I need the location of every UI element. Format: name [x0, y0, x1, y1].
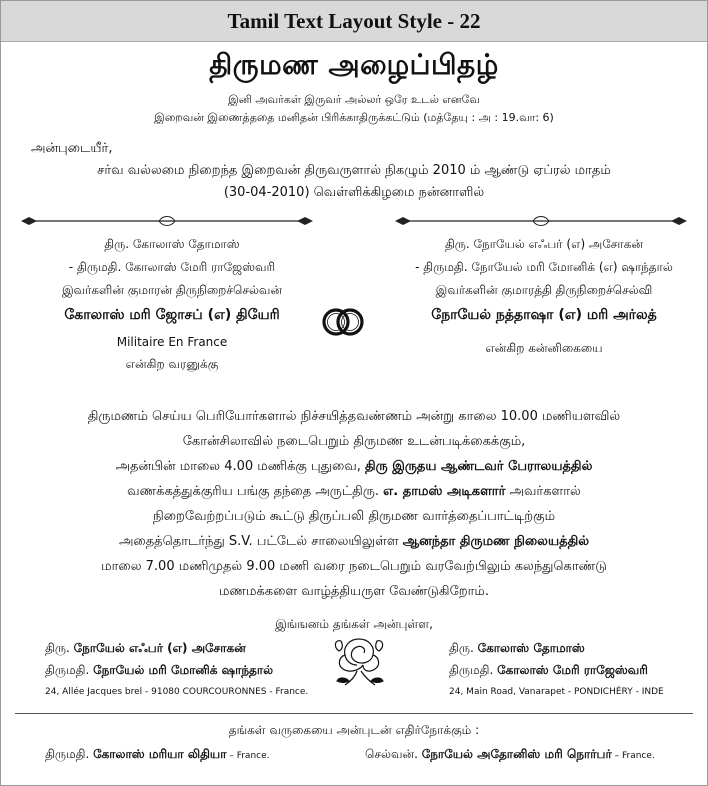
host-left-name-1: நோயேல் எஃபர் (எ) அசோகன்: [73, 641, 246, 655]
host-left-address: 24, Allée Jacques brel - 91080 COURCOURONNES - France.: [45, 687, 309, 697]
welcome-right-suffix: – France.: [611, 751, 655, 761]
bride-father: திரு. நோயேல் எஃபர் (எ) அசோகன்: [444, 237, 644, 251]
bride-suffix: என்கிற கன்னிகையை: [485, 341, 603, 355]
groom-name: கோலாஸ் மரி ஜோசப் (எ) தியேரி: [64, 307, 280, 323]
closing-line: இங்ஙனம் தங்கள் அன்புள்ள,: [275, 617, 433, 631]
host-right-prefix-1: திரு.: [449, 641, 478, 655]
groom-mother: - திருமதி. கோலாஸ் மேரி ராஜேஸ்வரி: [68, 260, 276, 274]
greeting: அன்புடையீர்,: [31, 141, 113, 156]
welcome-right: [365, 747, 655, 763]
body-line-3: [1, 459, 707, 475]
verse-line-1: இனி அவர்கள் இருவர் அல்லர் ஒரே உடல் எனவே: [228, 93, 480, 106]
bride-mother: - திருமதி. நோயேல் மரி மோனிக் (எ) ஷாந்தால்: [415, 260, 673, 274]
welcome-left-prefix: திருமதி.: [45, 747, 94, 761]
host-left-name-2: நோயேல் மரி மோனிக் ஷாந்தால்: [93, 663, 274, 677]
groom-location: Militaire En France: [116, 335, 228, 349]
body-line-7: மாலை 7.00 மணிமுதல் 9.00 மணி வரை நடைபெறும் வரவேற்பிலும் கலந்துகொண்டு: [101, 559, 607, 574]
priest-name: எ. தாமஸ் அடிகளார்: [383, 484, 506, 499]
section-divider: [15, 713, 693, 714]
host-right-address: 24, Main Road, Vanarapet - PONDICHÉRY - INDE: [449, 687, 664, 697]
host-right-line-2: [449, 663, 648, 679]
body-line-4-end: அவர்களால்: [505, 484, 581, 499]
body-line-6: [1, 534, 707, 550]
welcome-line: தங்கள் வருகையை அன்புடன் எதிர்நோக்கும் :: [228, 723, 480, 737]
hall-name: ஆனந்தா திருமண நிலையத்தில்: [402, 534, 590, 549]
wedding-rings-icon: [319, 304, 367, 340]
welcome-right-prefix: செல்வன்.: [365, 747, 422, 761]
welcome-left: [45, 747, 270, 763]
body-line-4-text: வணக்கத்துக்குரிய பங்கு தந்தை அருட்திரு.: [127, 484, 384, 499]
host-left-line-2: [45, 663, 273, 679]
host-right-name-2: கோலாஸ் மேரி ராஜேஸ்வரி: [497, 663, 648, 677]
header-title: Tamil Text Layout Style - 22: [227, 9, 481, 33]
body-line-1: திருமணம் செய்ய பெரியோர்களால் நிச்சயித்தவண்ணம் அன்று காலை 10.00 மணியளவில்: [87, 409, 621, 424]
bride-name: நோயேல் நத்தாஷா (எ) மரி அர்லத்: [431, 307, 657, 323]
intro-line-1: சர்வ வல்லமை நிறைந்த இறைவன் திருவருளால் நிகழும் 2010 ம் ஆண்டு ஏப்ரல் மாதம்: [97, 163, 611, 178]
body-line-8: மணமக்களை வாழ்த்தியருள வேண்டுகிறோம்.: [218, 584, 490, 599]
groom-relation: இவர்களின் குமாரன் திருநிறைச்செல்வன்: [61, 283, 283, 297]
rose-icon: [329, 631, 389, 689]
verse-line-2: இறைவன் இணைத்ததை மனிதன் பிரிக்காதிருக்கட்டும் (மத்தேயு : அ : 19.வா: 6): [154, 111, 554, 124]
host-left-prefix-2: திருமதி.: [45, 663, 94, 677]
welcome-left-name: கோலாஸ் மரியா லிதியா: [93, 747, 227, 761]
body-line-6-text: அதைத்தொடர்ந்து S.V. பட்டேல் சாலையிலுள்ள: [118, 534, 403, 549]
host-left-line-1: [45, 641, 246, 657]
host-left-prefix-1: திரு.: [45, 641, 74, 655]
body-line-5: நிறைவேற்றப்படும் கூட்டு திருப்பலி திருமண வார்த்தைப்பாட்டிற்கும்: [152, 509, 556, 524]
welcome-right-name: நோயேல் அதோனிஸ் மரி நொர்பர்: [421, 747, 612, 761]
invitation-title: திருமண அழைப்பிதழ்: [209, 48, 499, 81]
intro-line-2: (30-04-2010) வெள்ளிக்கிழமை நன்னாளில்: [223, 185, 485, 200]
page-header: [1, 1, 707, 42]
host-right-line-1: [449, 641, 585, 657]
body-line-3-text: அதன்பின் மாலை 4.00 மணிக்கு புதுவை,: [115, 459, 365, 474]
body-line-2: கோன்சிலாவில் நடைபெறும் திருமண உடன்படிக்கைக்கும்,: [182, 434, 526, 449]
host-right-prefix-2: திருமதி.: [449, 663, 498, 677]
body-line-4: [1, 484, 707, 500]
host-right-name-1: கோலாஸ் தோமாஸ்: [477, 641, 585, 655]
bride-relation: இவர்களின் குமாரத்தி திருநிறைச்செல்வி: [435, 283, 653, 297]
groom-suffix: என்கிற வரனுக்கு: [125, 357, 219, 371]
ornament-divider-right: [393, 214, 689, 228]
ornament-divider-left: [19, 214, 315, 228]
welcome-left-suffix: – France.: [226, 751, 270, 761]
church-name: திரு இருதய ஆண்டவர் பேராலயத்தில்: [364, 459, 593, 474]
groom-father: திரு. கோலாஸ் தோமாஸ்: [104, 237, 240, 251]
